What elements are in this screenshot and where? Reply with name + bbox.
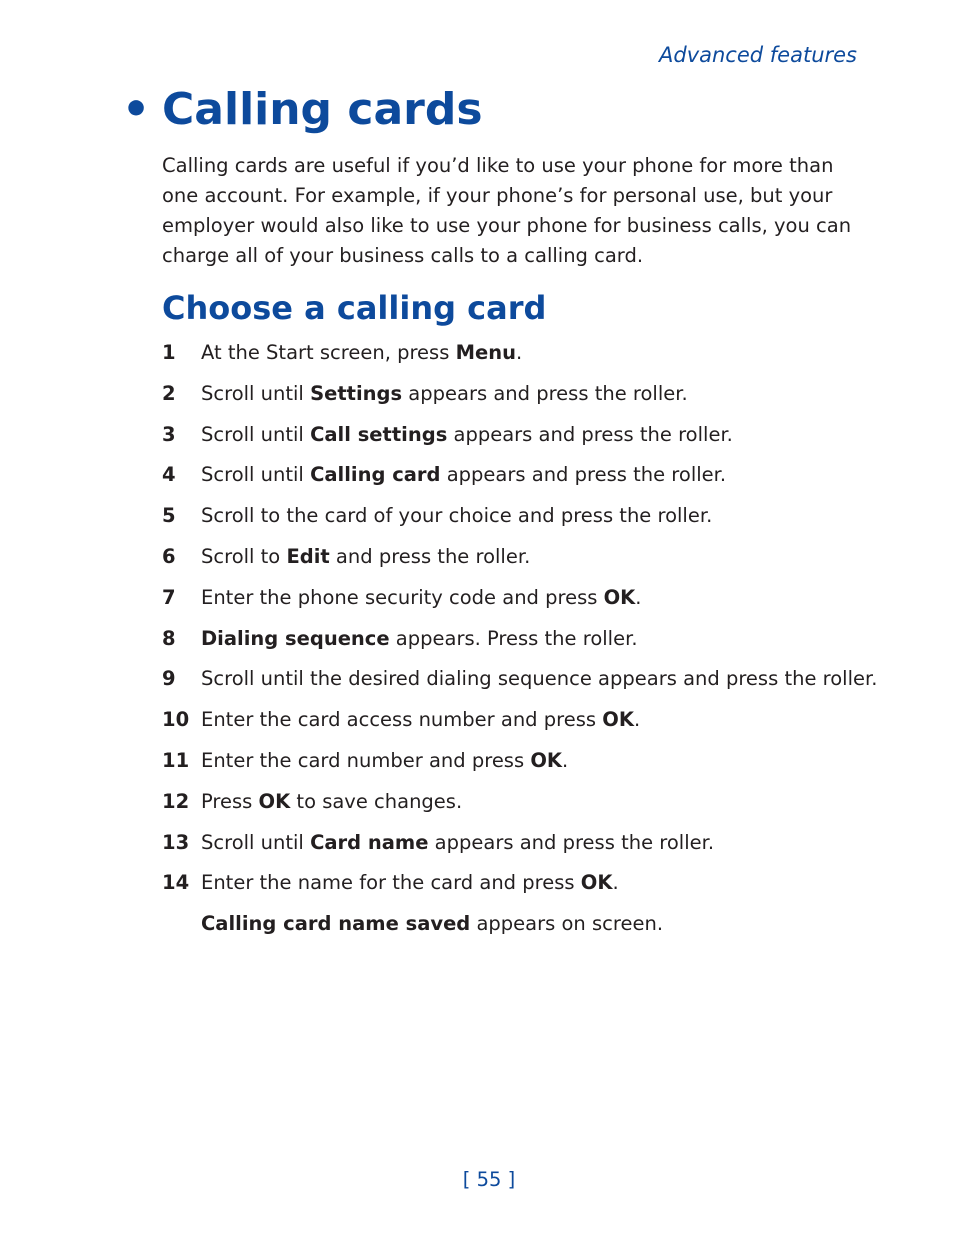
step-number: 12	[162, 789, 190, 813]
intro-paragraph: Calling cards are useful if you’d like to use your phone for more than one account. For example, if your phone’s for personal use, but your employer would also like to use your phone for business calls, you can charge all of your business calls to a calling card.	[162, 154, 852, 267]
step-number: 2	[162, 381, 176, 405]
step-text: Scroll until	[201, 830, 311, 854]
step-item	[162, 746, 882, 787]
step-item	[162, 460, 882, 501]
step-number: 5	[162, 504, 176, 528]
step-item	[162, 338, 882, 379]
step-item	[162, 542, 882, 583]
step-text: Scroll until	[201, 422, 311, 446]
step-text-end: and press the roller.	[329, 544, 531, 568]
step-item	[162, 705, 882, 746]
step-text-end: .	[612, 871, 619, 895]
step-text: Enter the card access number and press	[201, 708, 603, 732]
step-text-end: to save changes.	[290, 789, 463, 813]
step-item	[162, 501, 882, 542]
step-text-end: .	[562, 748, 569, 772]
step-item	[162, 583, 882, 624]
step-item	[162, 787, 882, 828]
step-keyword: Call settings	[310, 422, 448, 446]
step-text: Scroll until	[201, 463, 311, 487]
step-keyword: Settings	[310, 381, 403, 405]
step-number: 9	[162, 667, 176, 691]
section-header: Advanced features	[659, 43, 857, 67]
step-text-end: appears. Press the roller.	[389, 626, 638, 650]
step-text: At the Start screen, press	[201, 341, 456, 364]
section-subtitle: Choose a calling card	[162, 289, 547, 327]
page-number: [ 55 ]	[462, 1168, 516, 1191]
page-title	[122, 84, 483, 135]
step-text: Scroll to	[201, 544, 287, 568]
step-text-end: .	[515, 341, 523, 364]
step-keyword: OK	[580, 871, 613, 895]
step-number: 3	[162, 422, 176, 446]
step-keyword: Dialing sequence	[201, 626, 390, 650]
step-text: Press	[201, 789, 259, 813]
step-number: 8	[162, 626, 176, 650]
step-text-end: appears and press the roller.	[447, 422, 733, 446]
steps-list	[162, 338, 882, 909]
step-text: Enter the card number and press	[201, 748, 531, 772]
step-keyword: Calling card	[310, 463, 441, 487]
step-item	[162, 379, 882, 420]
step-text: Enter the name for the card and press	[201, 871, 581, 895]
step-item	[162, 664, 882, 705]
step-text: Scroll until the desired dialing sequence appears and press the roller.	[201, 667, 878, 691]
step-text: Scroll to the card of your choice and press the roller.	[201, 504, 713, 528]
step-number: 14	[162, 871, 190, 895]
step-text: Enter the phone security code and press	[201, 585, 604, 609]
step-item	[162, 868, 882, 909]
step-item	[162, 420, 882, 461]
step-keyword: OK	[602, 708, 634, 732]
note-text: appears on screen.	[470, 912, 664, 935]
step-text-end: appears and press the roller.	[428, 830, 715, 854]
step-text-end: .	[635, 585, 642, 609]
step-keyword: Card name	[310, 830, 429, 854]
step-number: 6	[162, 544, 176, 568]
title-bullet: •	[122, 84, 151, 135]
step-number: 10	[162, 708, 190, 732]
step-text-end: appears and press the roller.	[440, 463, 727, 487]
step-keyword: Menu	[455, 341, 516, 364]
step-number: 4	[162, 463, 176, 487]
step-keyword: Edit	[286, 544, 330, 568]
note-keyword: Calling card name saved	[201, 912, 471, 935]
result-note	[201, 909, 663, 939]
title-text: Calling cards	[162, 84, 483, 135]
step-number: 7	[162, 585, 176, 609]
step-number: 13	[162, 830, 190, 854]
step-text-end: .	[633, 708, 641, 732]
step-number: 1	[162, 341, 176, 364]
step-number: 11	[162, 748, 190, 772]
step-text: Scroll until	[201, 381, 311, 405]
step-item	[162, 828, 882, 869]
step-keyword: OK	[258, 789, 291, 813]
step-item	[162, 624, 882, 665]
step-text-end: appears and press the roller.	[402, 381, 688, 405]
step-keyword: OK	[530, 748, 563, 772]
step-keyword: OK	[603, 585, 636, 609]
